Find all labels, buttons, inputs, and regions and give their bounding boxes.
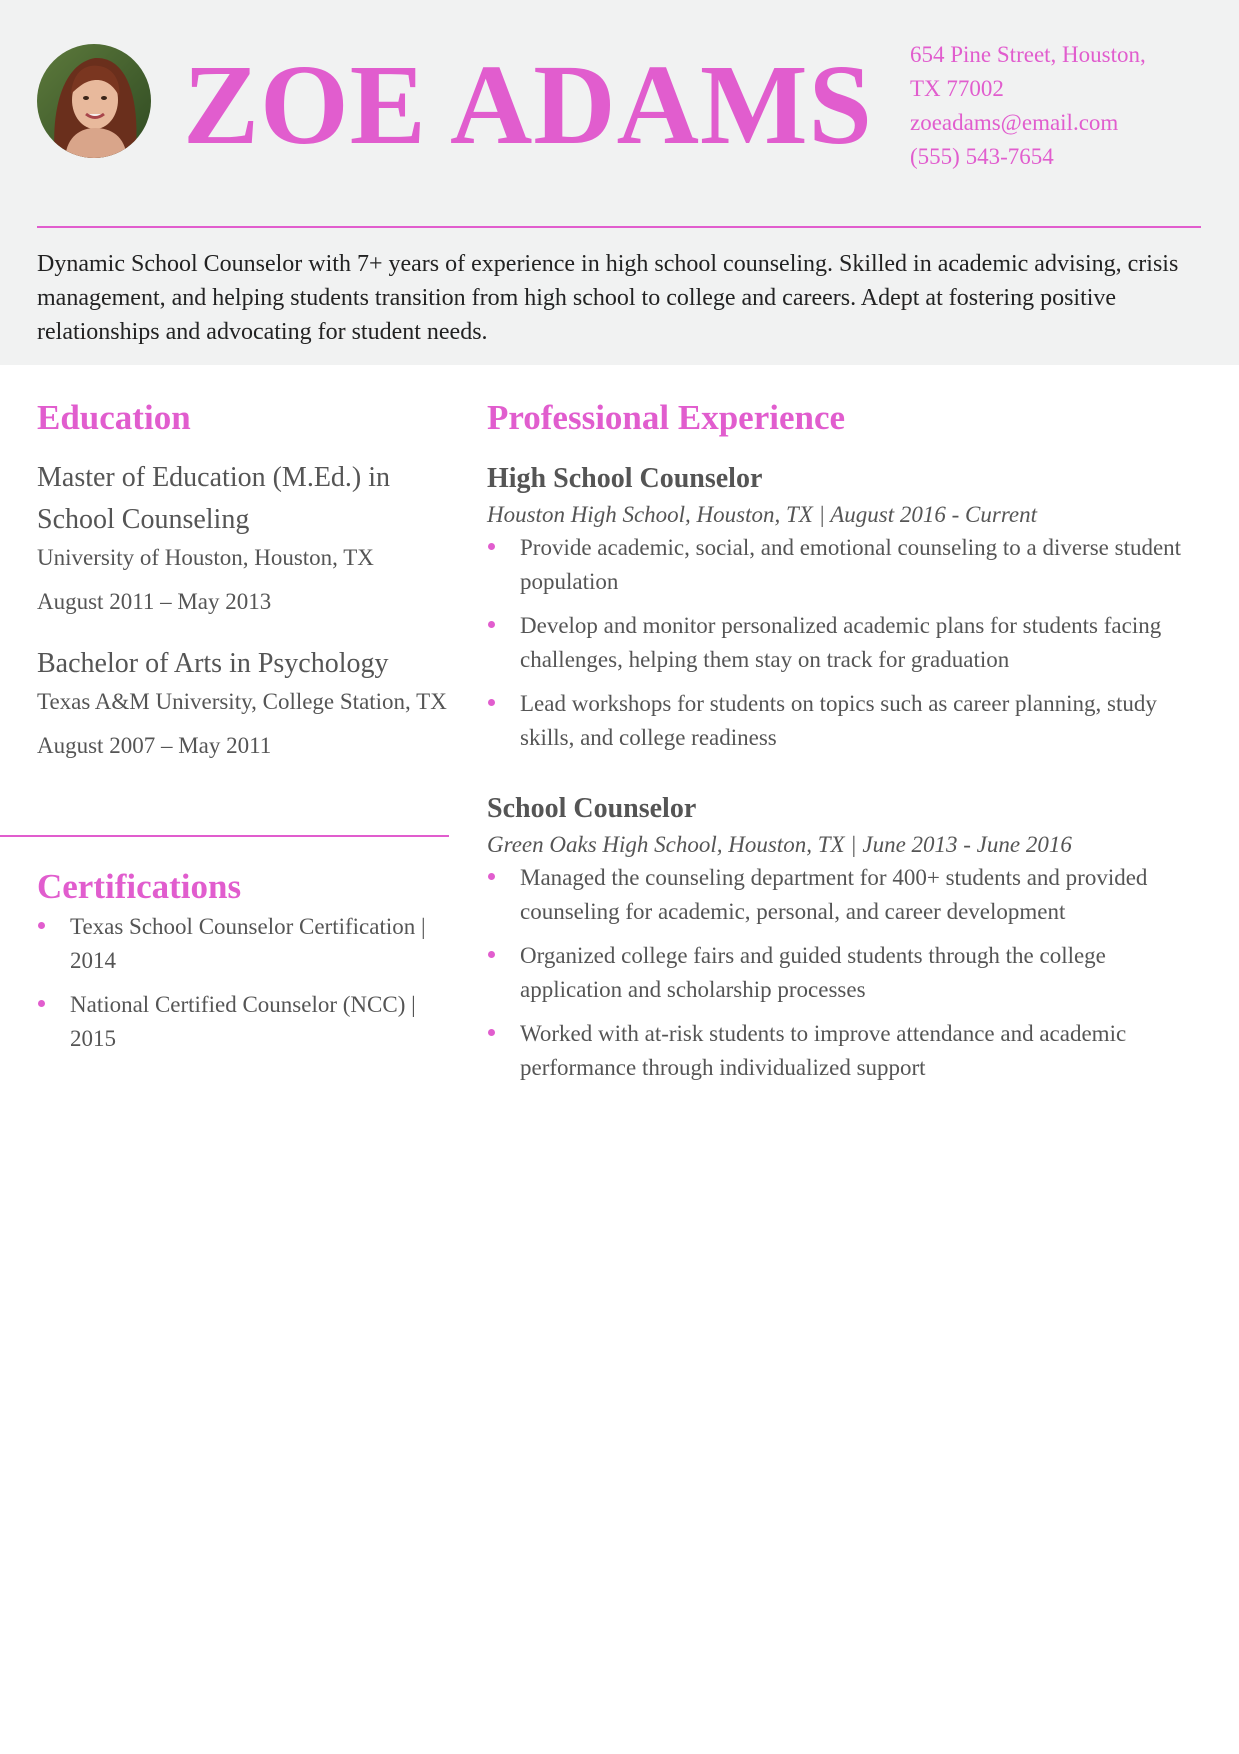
job-bullet (487, 687, 1207, 755)
education-heading: Education (37, 398, 191, 437)
certification-text: National Certified Counselor (NCC) | 2015 (70, 992, 416, 1051)
education-dates: August 2007 – May 2011 (37, 733, 272, 758)
education-item (37, 643, 447, 763)
job-entry (487, 789, 1207, 1085)
job-bullets (487, 861, 1207, 1085)
candidate-name: ZOE ADAMS (183, 41, 873, 168)
bullet-icon (488, 621, 495, 628)
degree-title: Master of Education (M.Ed.) in School Counseling (37, 462, 391, 535)
job-bullet (487, 1017, 1207, 1085)
job-bullet-text: Organized college fairs and guided students through the college application and scholarship processes (520, 943, 1106, 1002)
address-line-1: 654 Pine Street, Houston, (910, 42, 1146, 67)
certifications-section (37, 864, 447, 1056)
contact-info (910, 38, 1230, 174)
job-bullets (487, 531, 1207, 755)
phone-number[interactable]: (555) 543-7654 (910, 144, 1054, 169)
job-entry (487, 459, 1207, 755)
education-dates: August 2011 – May 2013 (37, 589, 272, 614)
summary-paragraph: Dynamic School Counselor with 7+ years of experience in high school counseling. Skilled in academic advising, crisis management, and helping students transition from high school to college and careers. Adept at fostering positive relationships and advocating for student needs. (37, 251, 1179, 345)
bullet-icon (38, 1000, 45, 1007)
bullet-icon (488, 951, 495, 958)
bullet-icon (488, 699, 495, 706)
job-bullet (487, 609, 1207, 677)
right-column (487, 395, 1207, 1085)
school-name: University of Houston, Houston, TX (37, 545, 374, 570)
job-meta: Houston High School, Houston, TX | August 2016 - Current (487, 502, 1038, 527)
job-bullet (487, 861, 1207, 929)
bullet-icon (38, 922, 45, 929)
certifications-list (37, 910, 447, 1056)
bullet-icon (488, 873, 495, 880)
certifications-heading: Certifications (37, 867, 242, 906)
header-divider (37, 226, 1201, 228)
job-bullet-text: Provide academic, social, and emotional counseling to a diverse student population (520, 535, 1182, 594)
experience-heading: Professional Experience (487, 398, 846, 437)
education-item (37, 457, 447, 619)
profile-photo (37, 44, 151, 158)
left-column (37, 395, 447, 763)
certification-item (37, 988, 447, 1056)
certification-item (37, 910, 447, 978)
email-link[interactable]: zoeadams@email.com (910, 110, 1119, 135)
job-bullet-text: Worked with at-risk students to improve attendance and academic performance through individualized support (520, 1021, 1127, 1080)
degree-title: Bachelor of Arts in Psychology (37, 648, 389, 679)
job-bullet-text: Lead workshops for students on topics such as career planning, study skills, and college readiness (520, 691, 1157, 750)
job-bullet-text: Develop and monitor personalized academic plans for students facing challenges, helping them stay on track for graduation (520, 613, 1162, 672)
certification-text: Texas School Counselor Certification | 2014 (70, 914, 426, 973)
job-title: School Counselor (487, 793, 697, 824)
school-name: Texas A&M University, College Station, TX (37, 689, 447, 714)
job-bullet-text: Managed the counseling department for 400+ students and provided counseling for academic, personal, and career development (520, 865, 1148, 924)
job-meta: Green Oaks High School, Houston, TX | June 2013 - June 2016 (487, 832, 1072, 857)
bullet-icon (488, 1029, 495, 1036)
header-band (0, 0, 1239, 365)
address-line-2: TX 77002 (910, 76, 1004, 101)
job-bullet (487, 939, 1207, 1007)
job-title: High School Counselor (487, 463, 763, 494)
section-divider (0, 835, 449, 837)
bullet-icon (488, 543, 495, 550)
job-bullet (487, 531, 1207, 599)
